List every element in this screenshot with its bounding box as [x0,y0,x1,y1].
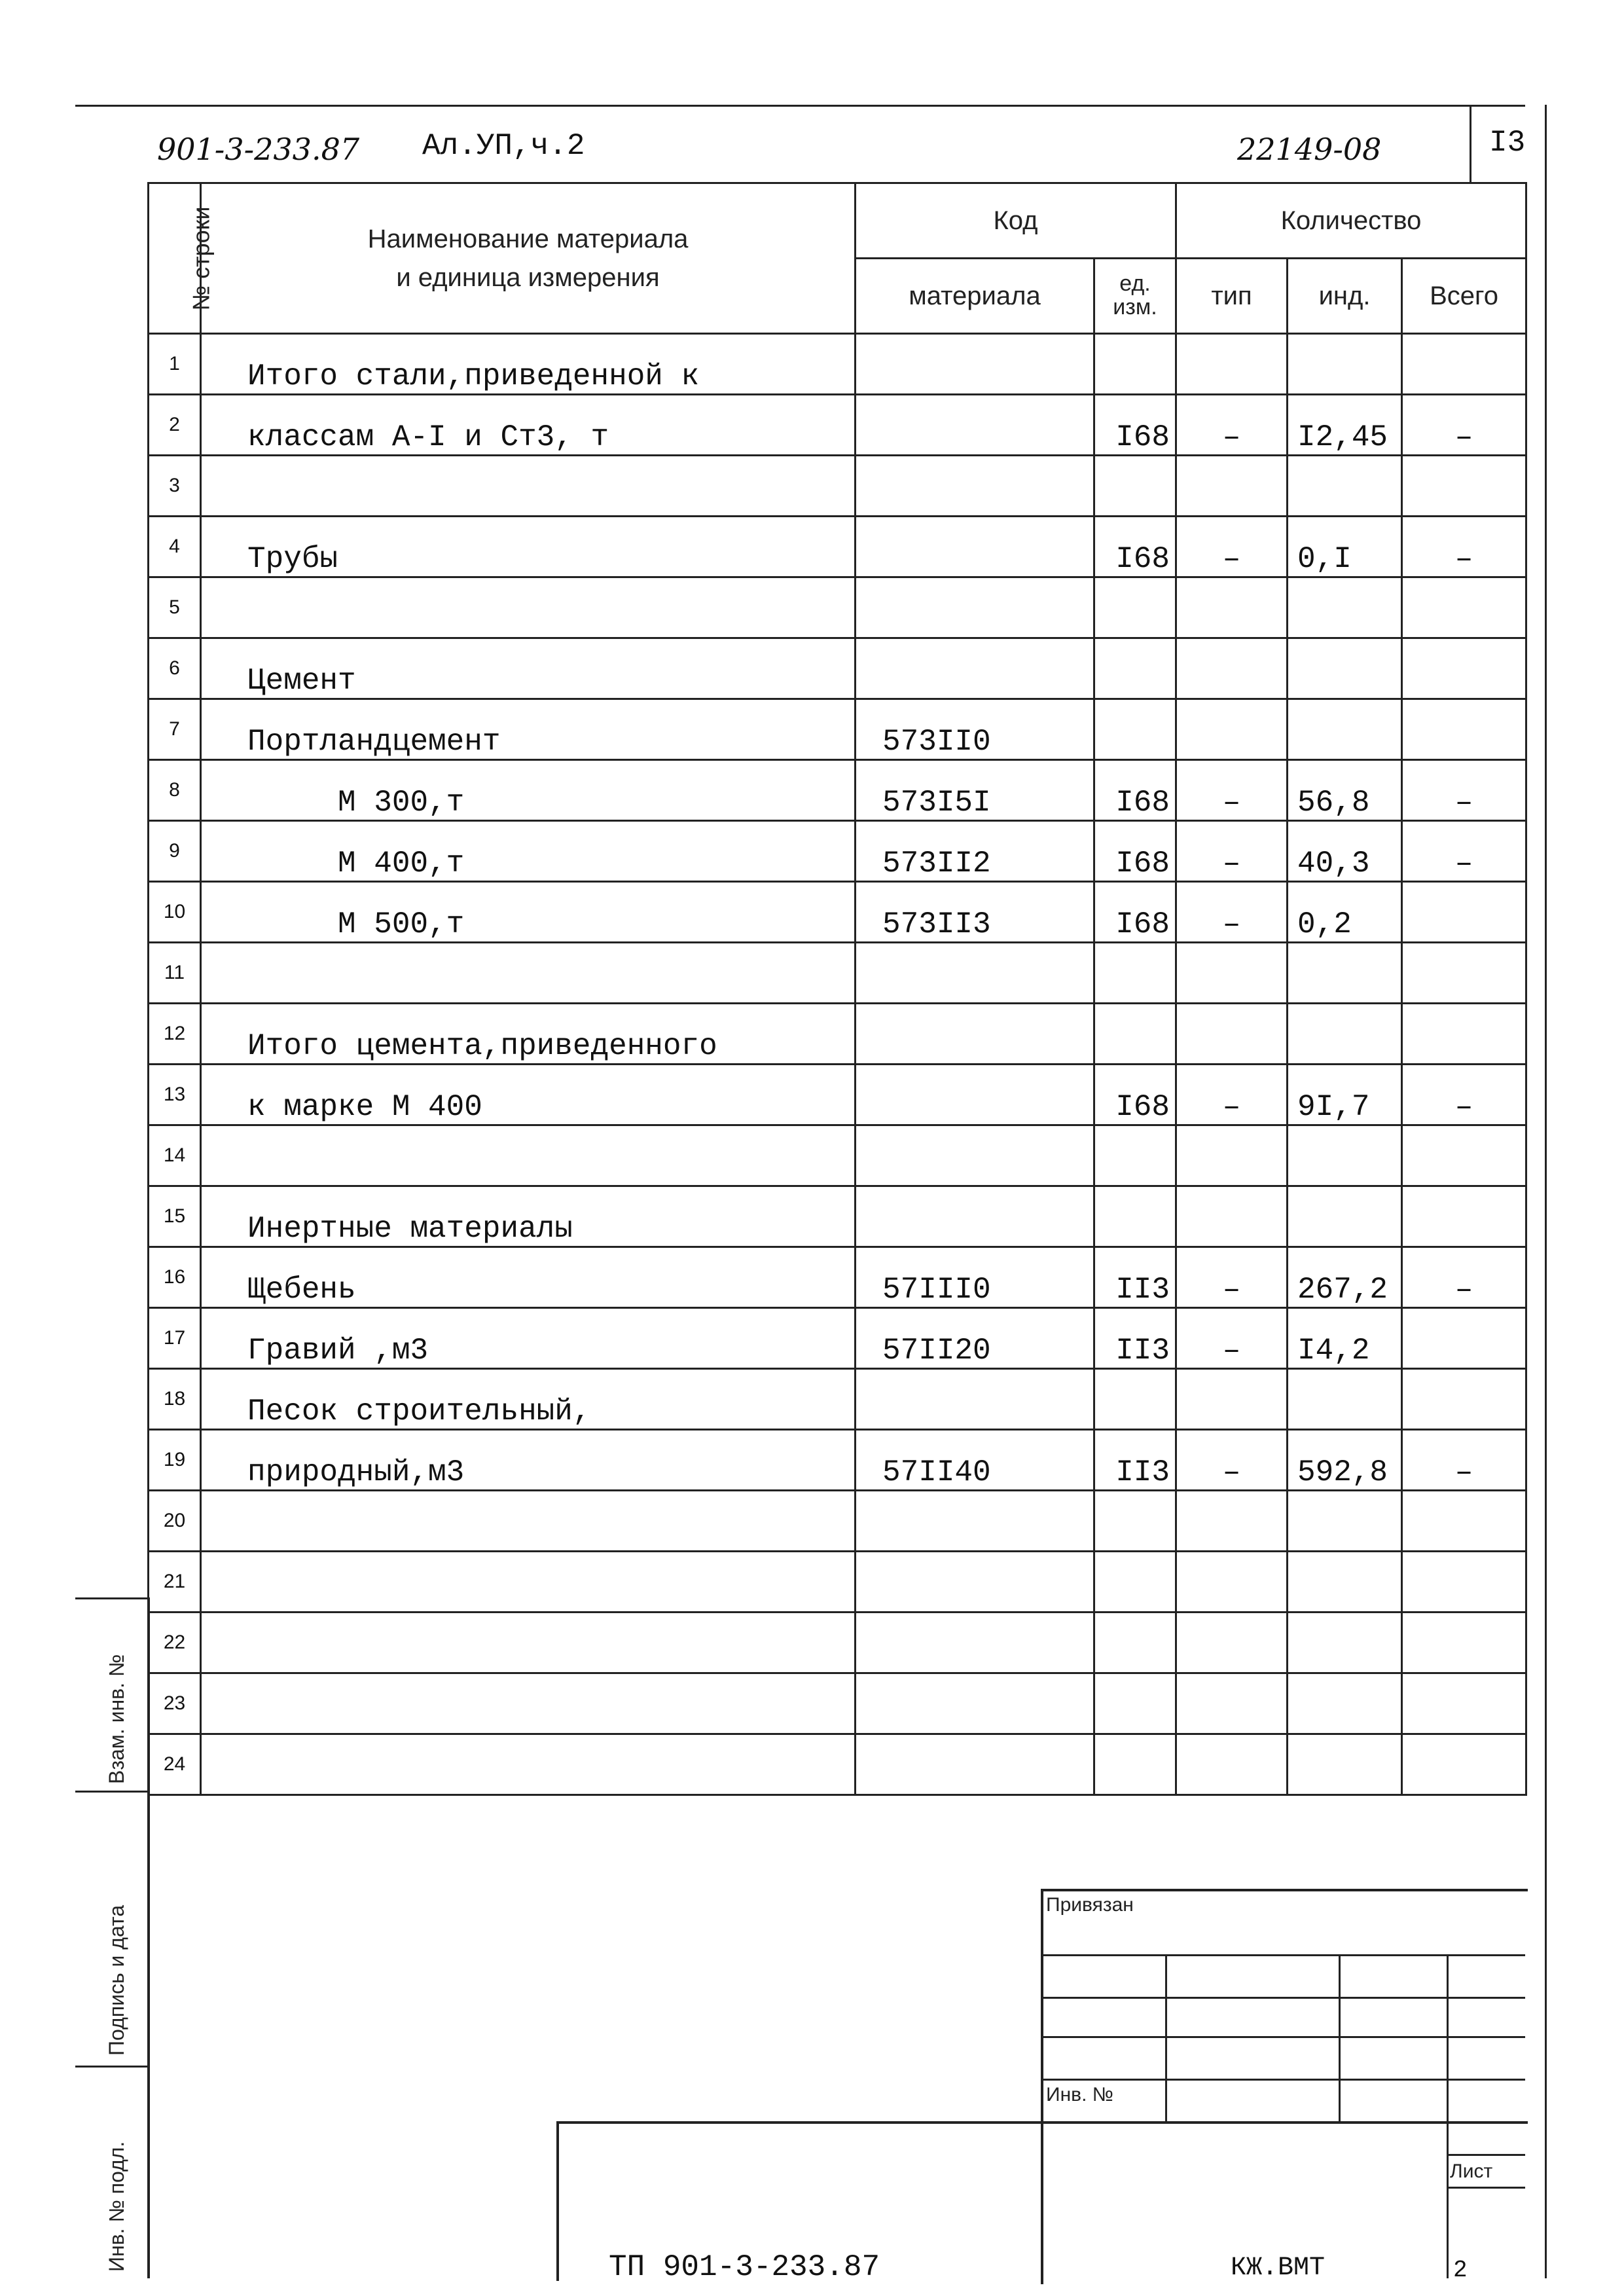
row-number: 19 [149,1430,201,1491]
material-name: Итого цемента,приведенного [201,1004,856,1065]
row-number: 22 [149,1613,201,1673]
qty-ind [1288,1673,1402,1734]
qty-ind: 592,8 [1288,1430,1402,1491]
qty-ind [1288,334,1402,395]
side-stamp-line [75,1597,147,1599]
qty-type [1176,334,1288,395]
unit-code [1094,943,1176,1004]
header-qty-type: тип [1176,259,1288,334]
sheet-number: I3 [1489,126,1526,160]
qty-total [1402,456,1526,517]
bind-line [1041,1954,1525,1956]
project-number-handwritten: 901-3-233.87 [157,132,360,167]
row-number: 14 [149,1125,201,1186]
material-name: М 300,т [201,760,856,821]
row-number: 24 [149,1734,201,1795]
table-row [149,882,1526,943]
qty-type [1176,1004,1288,1065]
side-label-inv-podl: Инв. № подл. [105,2141,128,2272]
material-code: 57II40 [856,1430,1094,1491]
qty-type: – [1176,1065,1288,1125]
side-stamp-line [75,2066,147,2068]
row-number: 11 [149,943,201,1004]
qty-ind [1288,699,1402,760]
table-row [149,577,1526,638]
qty-type [1176,1186,1288,1247]
material-name [201,1734,856,1795]
material-code [856,1065,1094,1125]
qty-type: – [1176,1308,1288,1369]
qty-type [1176,1369,1288,1430]
material-code: 573I5I [856,760,1094,821]
material-name: Инертные материалы [201,1186,856,1247]
unit-code [1094,1004,1176,1065]
sheet-label: Лист [1450,2160,1493,2182]
unit-code [1094,699,1176,760]
side-stamp-line [75,1791,147,1793]
qty-total [1402,1308,1526,1369]
qty-total [1402,1491,1526,1552]
unit-code [1094,638,1176,699]
material-code: 573II2 [856,821,1094,882]
material-code [856,1734,1094,1795]
table-row [149,1673,1526,1734]
document-number: 22149-08 [1237,132,1382,167]
qty-total: – [1402,395,1526,456]
bind-vline [1339,1954,1341,2121]
qty-ind: I2,45 [1288,395,1402,456]
unit-code: I68 [1094,517,1176,577]
row-number: 8 [149,760,201,821]
table-row [149,517,1526,577]
material-name [201,1613,856,1673]
header-code-unit: ед. изм. [1094,259,1176,334]
bind-line [1041,1997,1525,1999]
material-code [856,1613,1094,1673]
row-number: 3 [149,456,201,517]
table-row [149,456,1526,517]
table-row [149,1552,1526,1613]
qty-ind [1288,456,1402,517]
material-code [856,456,1094,517]
qty-total [1402,1186,1526,1247]
qty-type [1176,1613,1288,1673]
material-code [856,1186,1094,1247]
row-number: 21 [149,1552,201,1613]
table-row [149,1247,1526,1308]
side-label-replace-inv: Взам. инв. № [105,1654,128,1784]
qty-ind: 40,3 [1288,821,1402,882]
qty-ind [1288,1734,1402,1795]
row-number: 12 [149,1004,201,1065]
table-row [149,821,1526,882]
material-name [201,577,856,638]
material-code [856,1004,1094,1065]
unit-code [1094,1491,1176,1552]
qty-ind [1288,1613,1402,1673]
qty-ind [1288,1369,1402,1430]
material-code [856,517,1094,577]
qty-total: – [1402,821,1526,882]
bind-vline [1165,1954,1167,2121]
qty-total [1402,943,1526,1004]
material-name [201,1552,856,1613]
bind-line [1041,2036,1525,2038]
qty-total [1402,334,1526,395]
row-number: 15 [149,1186,201,1247]
material-name: Трубы [201,517,856,577]
row-number: 4 [149,517,201,577]
qty-type [1176,1552,1288,1613]
material-code [856,334,1094,395]
header-qty-ind: инд. [1288,259,1402,334]
title-project-code: ТП 901-3-233.87 [609,2250,880,2284]
material-name: классам А-I и Ст3, т [201,395,856,456]
qty-type: – [1176,821,1288,882]
unit-code: I68 [1094,882,1176,943]
header-code-material: материала [856,259,1094,334]
qty-type: – [1176,882,1288,943]
material-name: к марке М 400 [201,1065,856,1125]
material-name: М 500,т [201,882,856,943]
title-line [1447,2154,1525,2156]
qty-total [1402,1369,1526,1430]
row-number: 18 [149,1369,201,1430]
unit-code: I68 [1094,821,1176,882]
qty-total [1402,1004,1526,1065]
qty-total [1402,1673,1526,1734]
unit-code [1094,456,1176,517]
unit-code: I68 [1094,395,1176,456]
row-number: 23 [149,1673,201,1734]
title-line [1447,2187,1525,2189]
table-row [149,1734,1526,1795]
material-name: Портландцемент [201,699,856,760]
qty-total: – [1402,1065,1526,1125]
table-row [149,760,1526,821]
qty-total [1402,699,1526,760]
bind-line [1041,2079,1525,2081]
qty-type [1176,943,1288,1004]
qty-type [1176,577,1288,638]
table-row [149,1004,1526,1065]
table-row [149,1491,1526,1552]
qty-type: – [1176,517,1288,577]
material-name [201,456,856,517]
table-row [149,1369,1526,1430]
material-name: Цемент [201,638,856,699]
table-row [149,334,1526,395]
material-code: 57III0 [856,1247,1094,1308]
qty-type [1176,699,1288,760]
unit-code: II3 [1094,1308,1176,1369]
row-number: 20 [149,1491,201,1552]
qty-total [1402,577,1526,638]
header-rownum: № строки [149,183,201,334]
unit-code: II3 [1094,1247,1176,1308]
material-name: Песок строительный, [201,1369,856,1430]
material-code [856,943,1094,1004]
header-code: Код [856,183,1176,259]
qty-type: – [1176,760,1288,821]
qty-total: – [1402,517,1526,577]
qty-total: – [1402,1247,1526,1308]
qty-ind [1288,1491,1402,1552]
qty-type [1176,638,1288,699]
material-name [201,1125,856,1186]
header-qty-total: Всего [1402,259,1526,334]
qty-ind: 267,2 [1288,1247,1402,1308]
qty-ind [1288,577,1402,638]
unit-code: II3 [1094,1430,1176,1491]
qty-ind: I4,2 [1288,1308,1402,1369]
material-code [856,1673,1094,1734]
qty-type [1176,1491,1288,1552]
table-row [149,1430,1526,1491]
material-code [856,577,1094,638]
qty-total: – [1402,760,1526,821]
unit-code [1094,1125,1176,1186]
qty-ind: 0,2 [1288,882,1402,943]
unit-code [1094,1186,1176,1247]
qty-total [1402,1552,1526,1613]
side-label-sign-date: Подпись и дата [105,1904,128,2056]
material-name [201,1491,856,1552]
title-sheet-value: 2 [1453,2257,1468,2284]
table-row [149,943,1526,1004]
row-number: 9 [149,821,201,882]
qty-total [1402,638,1526,699]
outer-right-border [1545,105,1547,2278]
table-row [149,638,1526,699]
row-number: 5 [149,577,201,638]
unit-code [1094,1673,1176,1734]
material-name [201,943,856,1004]
qty-ind [1288,1004,1402,1065]
unit-code [1094,1552,1176,1613]
material-name: М 400,т [201,821,856,882]
header-quantity: Количество [1176,183,1526,259]
qty-type [1176,456,1288,517]
row-number: 16 [149,1247,201,1308]
material-name [201,1673,856,1734]
qty-total [1402,1613,1526,1673]
qty-ind [1288,1186,1402,1247]
unit-code [1094,577,1176,638]
row-number: 1 [149,334,201,395]
row-number: 2 [149,395,201,456]
qty-ind [1288,638,1402,699]
unit-code: I68 [1094,760,1176,821]
material-code: 57II20 [856,1308,1094,1369]
header-name: Наименование материала и единица измерения [201,183,856,334]
material-name: Итого стали,приведенной к [201,334,856,395]
material-name: природный,м3 [201,1430,856,1491]
qty-type [1176,1734,1288,1795]
qty-type: – [1176,1430,1288,1491]
inv-no-label: Инв. № [1046,2084,1113,2105]
unit-code [1094,1369,1176,1430]
qty-total [1402,1734,1526,1795]
qty-total [1402,1125,1526,1186]
table-row [149,1308,1526,1369]
table-row [149,699,1526,760]
unit-code: I68 [1094,1065,1176,1125]
table-row [149,1125,1526,1186]
qty-type: – [1176,1247,1288,1308]
qty-ind: 0,I [1288,517,1402,577]
material-code [856,395,1094,456]
row-number: 13 [149,1065,201,1125]
unit-code [1094,334,1176,395]
unit-code [1094,1734,1176,1795]
row-number: 10 [149,882,201,943]
qty-ind [1288,943,1402,1004]
qty-total: – [1402,1430,1526,1491]
row-number: 6 [149,638,201,699]
unit-code [1094,1613,1176,1673]
material-code [856,1491,1094,1552]
materials-table [147,182,1527,1796]
qty-ind [1288,1125,1402,1186]
row-number: 17 [149,1308,201,1369]
material-code [856,1125,1094,1186]
material-name: Гравий ,м3 [201,1308,856,1369]
qty-type [1176,1125,1288,1186]
qty-total [1402,882,1526,943]
table-row [149,1613,1526,1673]
page-top-line [75,105,1525,107]
table-row [149,1186,1526,1247]
title-doc-code: КЖ.ВМТ [1231,2253,1326,2283]
qty-type: – [1176,395,1288,456]
bound-label: Привязан [1046,1894,1134,1916]
table-row [149,395,1526,456]
material-name: Щебень [201,1247,856,1308]
qty-ind [1288,1552,1402,1613]
row-number: 7 [149,699,201,760]
qty-ind: 9I,7 [1288,1065,1402,1125]
material-code: 573II0 [856,699,1094,760]
album-label: Ал.УП,ч.2 [422,129,585,163]
material-code [856,1552,1094,1613]
material-code [856,1369,1094,1430]
qty-type [1176,1673,1288,1734]
material-code: 573II3 [856,882,1094,943]
qty-ind: 56,8 [1288,760,1402,821]
material-code [856,638,1094,699]
table-row [149,1065,1526,1125]
